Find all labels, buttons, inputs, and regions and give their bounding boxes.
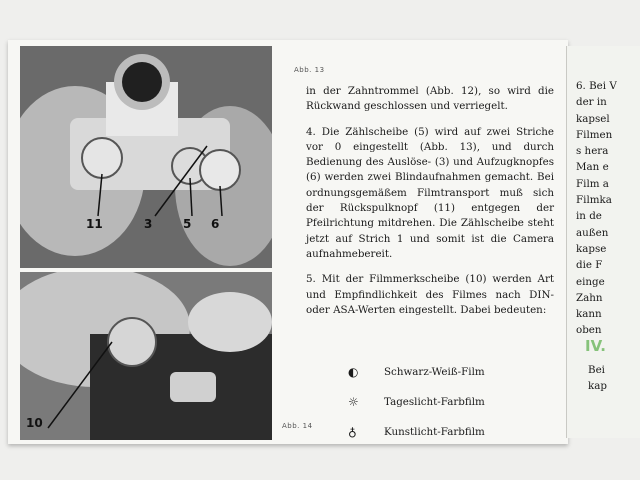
right-line: oben [576,324,602,337]
right-line: s hera [576,145,609,158]
right-line: Bei [588,364,605,376]
paragraph: 4. Die Zählscheibe (5) wird auf zwei Striche vor 0 eingestellt (Abb. 13), und durch Bedienung des Auslöse- (3) und Aufzugknopfes (6) werden zwei Blindaufnahmen gemacht. Bei ordnungsgemäßem Filmtransport muß sich der Rückspulknopf (11) entgegen der Pfeilrichtung mitdrehen. Die Zählscheibe steht jetzt auf Strich 1 und somit ist die Camera aufnahmebereit. [306,125,554,260]
schwarz-weiss-icon: ◐ [348,365,359,379]
legend-row [348,357,485,387]
right-line: Filmka [576,194,612,207]
right-line: Man e [576,161,609,174]
right-line: kapsel [576,112,610,125]
label-11: 11 [86,217,103,231]
legend-label: Kunstlicht-Farbfilm [384,426,485,438]
label-10: 10 [26,416,43,430]
legend-label: Tageslicht-Farbfilm [384,396,485,408]
label-3: 3 [144,217,153,231]
booklet [8,40,640,444]
right-line: einge [576,275,605,288]
caption-abb-14: Abb. 14 [282,422,313,430]
camera-top-view [20,46,272,268]
label-5: 5 [183,217,192,231]
legend-label: Schwarz-Weiß-Film [384,366,485,378]
sun-icon: ☼ [348,395,359,409]
camera-photo-top [20,46,272,268]
manual-text [306,84,554,328]
right-line: Film a [576,177,609,190]
right-page-text [576,78,617,339]
bulb-icon: ♁ [348,425,357,439]
right-line: die F [576,259,603,272]
label-6: 6 [211,217,220,231]
legend-row [348,387,485,417]
left-page [8,40,568,444]
camera-side-view [20,272,272,440]
paragraph: 5. Mit der Filmmerkscheibe (10) werden Art und Empfindlichkeit des Filmes nach DIN- oder ASA-Werten eingestellt. Dabei bedeuten: [306,273,554,316]
caption-abb-13: Abb. 13 [294,66,325,74]
right-line: 6. Bei V [576,80,617,92]
right-line: kapse [576,242,607,255]
right-line: außen [576,226,609,239]
legend-row [348,417,485,447]
right-line: der in [576,96,607,109]
right-line: kap [588,380,607,392]
right-line: kann [576,308,602,321]
paragraph: in der Zahntrommel (Abb. 12), so wird die Rückwand geschlossen und verriegelt. [306,85,554,113]
film-legend [348,357,485,447]
right-line: in de [576,210,602,223]
section-heading: IV. [585,337,606,355]
right-page-tail [588,362,607,394]
right-line: Filmen [576,128,613,141]
camera-photo-bottom [20,272,272,440]
right-line: Zahn [576,291,603,304]
